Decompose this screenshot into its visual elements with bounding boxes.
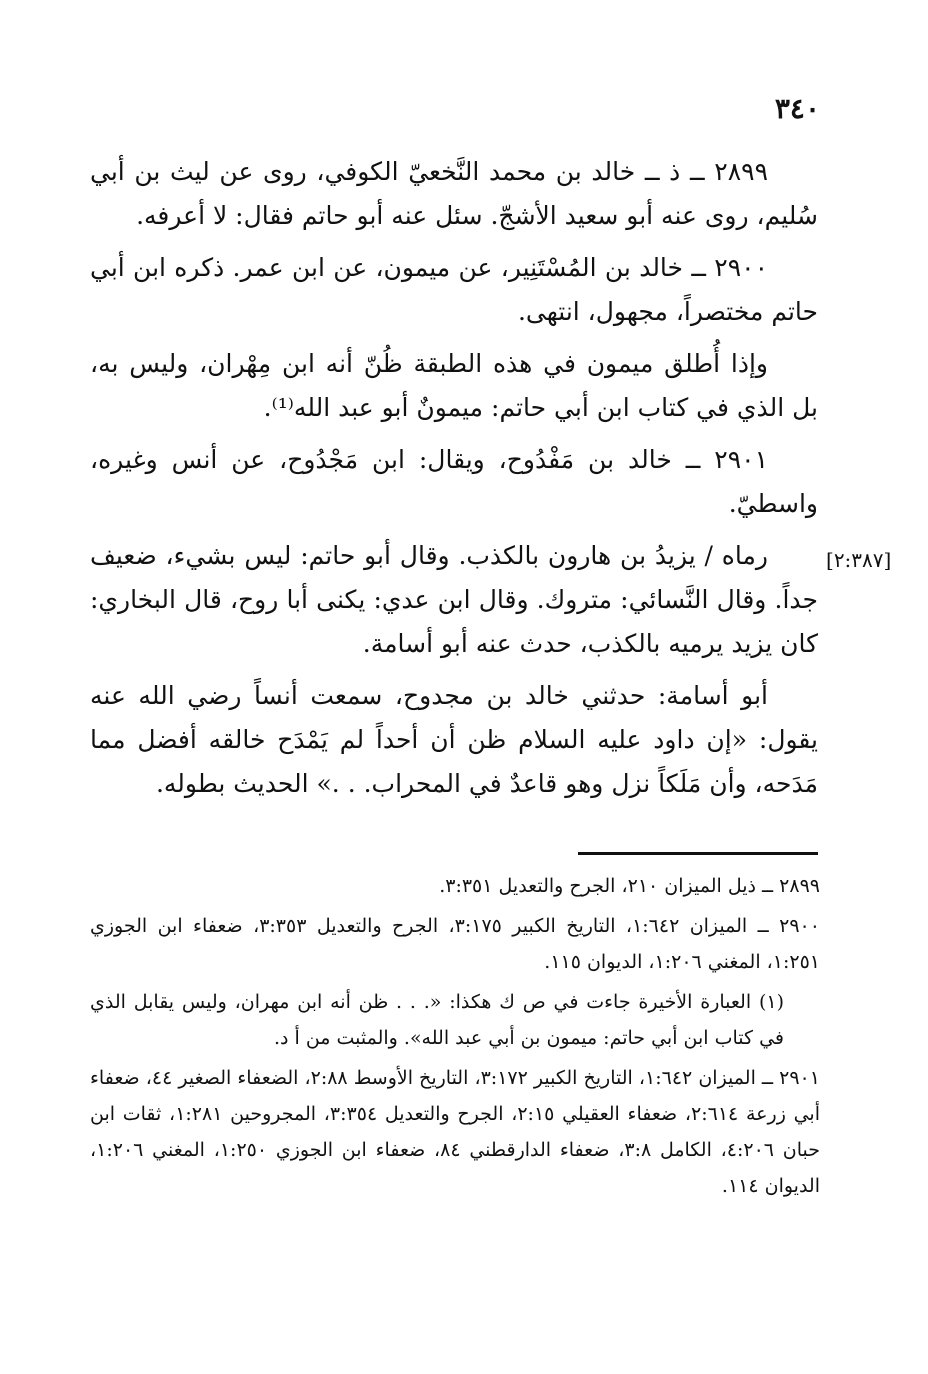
footnote-divider <box>578 852 818 855</box>
footnote-2900: ٢٩٠٠ ــ الميزان ١:٦٤٢، التاريخ الكبير ٣:١٧٥، الجرح والتعديل ٣:٣٥٣، ضعفاء ابن الجوزي ١:٢٥١، المغني ١:٢٠٦، الديوان ١١٥. <box>90 915 820 973</box>
footnotes <box>90 868 820 1208</box>
page-number: ٣٤٠ <box>774 92 820 125</box>
entry-2901: ٢٩٠١ ــ خالد بن مَفْدُوح، ويقال: ابن مَجْدُوح، عن أنس وغيره، واسطيّ. <box>90 445 818 518</box>
entry-2901-hadith: أبو أسامة: حدثني خالد بن مجدوح، سمعت أنساً رضي الله عنه يقول: «إن داود عليه السلام ظن أن أحداً لم يَمْدَح خالقه أفضل مما مَدَحه، وأن مَلَكاً نزل وهو قاعدٌ في المحراب. . .» الحديث بطوله. <box>90 681 818 798</box>
entry-2900-note: وإذا أُطلق ميمون في هذه الطبقة ظُنّ أنه ابن مِهْران، وليس به، بل الذي في كتاب ابن أبي حاتم: ميمونٌ أبو عبد الله⁽¹⁾. <box>90 349 818 422</box>
main-text <box>90 150 818 814</box>
footnote-2899: ٢٨٩٩ ــ ذيل الميزان ٢١٠، الجرح والتعديل ٣:٣٥١. <box>439 875 820 897</box>
footnote-1: (١) العبارة الأخيرة جاءت في ص ك هكذا: «. . . ظن أنه ابن مهران، وليس يقابل الذي في كتاب ابن أبي حاتم: ميمون بن أبي عبد الله». والمثبت من أ د. <box>90 991 784 1049</box>
entry-2899: ٢٨٩٩ ــ ذ ــ خالد بن محمد النَّخعيّ الكوفي، روى عن ليث بن أبي سُليم، روى عنه أبو سعيد الأشجّ. سئل عنه أبو حاتم فقال: لا أعرفه. <box>90 157 818 230</box>
margin-reference: [٢:٣٨٧] <box>826 548 892 572</box>
entry-2900: ٢٩٠٠ ــ خالد بن المُسْتَنِير، عن ميمون، عن ابن عمر. ذكره ابن أبي حاتم مختصراً، مجهول، انتهى. <box>90 253 818 326</box>
entry-2901-continuation: رماه / يزيدُ بن هارون بالكذب. وقال أبو حاتم: ليس بشيء، ضعيف جداً. وقال النَّسائي: متروك. وقال ابن عدي: يكنى أبا روح، قال البخاري: كان يزيد يرميه بالكذب، حدث عنه أبو أسامة. <box>90 541 818 658</box>
footnote-2901: ٢٩٠١ ــ الميزان ١:٦٤٢، التاريخ الكبير ٣:١٧٢، التاريخ الأوسط ٢:٨٨، الضعفاء الصغير ٤٤، ضعفاء أبي زرعة ٢:٦١٤، ضعفاء العقيلي ٢:١٥، الجرح والتعديل ٣:٣٥٤، المجروحين ١:٢٨١، ثقات ابن حبان ٤:٢٠٦، الكامل ٣:٨، ضعفاء الدارقطني ٨٤، ضعفاء ابن الجوزي ١:٢٥٠، المغني ١:٢٠٦، الديوان ١١٤. <box>90 1067 821 1197</box>
